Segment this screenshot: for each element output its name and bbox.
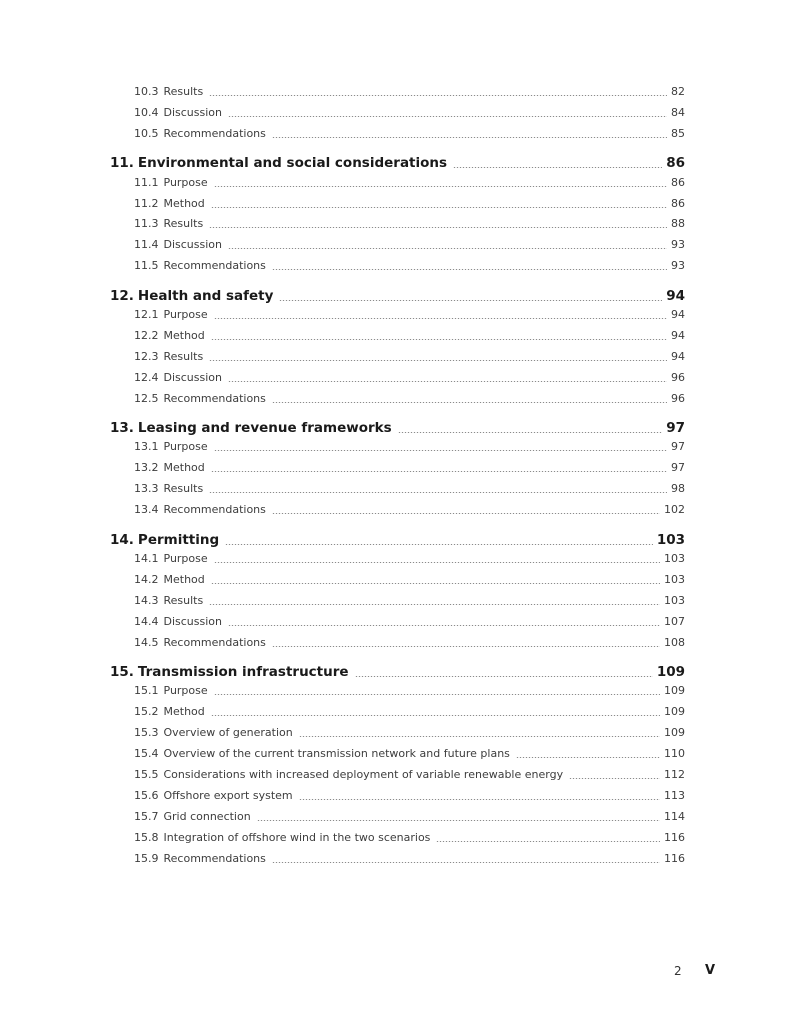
toc-entry-page: 85 [671,126,685,140]
toc-entry-page: 103 [664,572,685,586]
toc-entry-number: 15.9 [134,851,159,865]
toc-entry-title: Results [163,349,204,363]
toc-entry-page: 97 [671,461,685,475]
toc-entry-page: 112 [664,767,685,781]
toc-subsection-entry[interactable] [134,831,685,845]
toc-entry-page: 103 [664,551,685,565]
dot-leader [453,167,662,168]
toc-entry-title: Recommendations [163,503,266,517]
dot-leader [214,186,667,187]
toc-subsection-entry[interactable] [134,127,685,141]
toc-subsection-entry[interactable] [134,392,685,406]
toc-subsection-entry[interactable] [134,573,685,587]
toc-entry-number: 13.1 [134,440,159,454]
toc-entry-page: 86 [666,155,685,172]
dot-leader [209,360,667,361]
dot-leader [272,646,660,647]
toc-entry-title: Method [163,572,205,586]
toc-entry-number: 11.4 [134,238,159,252]
dot-leader [228,116,667,117]
toc-subsection-entry[interactable] [134,636,685,650]
toc-entry-page: 94 [671,349,685,363]
toc-entry-number: 14.2 [134,572,159,586]
toc-section-heading[interactable] [110,531,685,549]
toc-entry-title: Leasing and revenue frameworks [137,420,392,436]
dot-leader [257,820,660,821]
toc-entry-title: Recommendations [163,635,266,649]
toc-entry-number: 15.1 [134,684,159,698]
toc-entry-number: 15. [110,663,134,680]
toc-entry-number: 11.1 [134,175,159,189]
toc-entry-page: 94 [671,308,685,321]
toc-section-heading[interactable] [110,154,685,172]
dot-leader [272,402,667,403]
toc-entry-page: 110 [664,747,685,760]
toc-entry-number: 11.2 [134,196,159,210]
toc-entry-page: 96 [671,370,685,384]
dot-leader [272,862,660,863]
toc-entry-page: 109 [656,663,685,680]
toc-entry-title: Results [163,85,204,98]
toc-entry-title: Grid connection [163,809,251,823]
toc-entry-page: 116 [664,851,685,865]
toc-subsection-entry[interactable] [134,768,685,782]
toc-entry-title: Recommendations [163,391,266,405]
toc-subsection-entry[interactable] [134,747,685,761]
toc-subsection-entry[interactable] [134,329,685,343]
toc-entry-title: Purpose [163,308,208,321]
toc-subsection-entry[interactable] [134,705,685,719]
toc-entry-title: Purpose [163,684,208,698]
toc-entry-title: Recommendations [163,259,266,273]
toc-subsection-entry[interactable] [134,106,685,120]
toc-entry-title: Method [163,705,205,719]
toc-entry-page: 97 [671,440,685,454]
dot-leader [569,778,660,779]
toc-subsection-entry[interactable] [134,176,685,190]
dot-leader [299,799,660,800]
toc-entry-page: 116 [664,830,685,844]
toc-entry-number: 15.7 [134,809,159,823]
dot-leader [272,269,667,270]
toc-entry-number: 14.4 [134,614,159,628]
page-number: 2 [674,964,682,978]
toc-subsection-entry[interactable] [134,197,685,211]
dot-leader [272,137,667,138]
toc-entry-number: 15.3 [134,726,159,740]
toc-subsection-entry[interactable] [134,350,685,364]
toc-entry-title: Purpose [163,175,208,189]
toc-subsection-entry[interactable] [134,461,685,475]
dot-leader [228,625,660,626]
dot-leader [211,339,667,340]
toc-entry-number: 13.3 [134,482,159,496]
toc-subsection-entry[interactable] [134,217,685,231]
toc-entry-page: 86 [671,196,685,210]
dot-leader [209,227,667,228]
toc-entry-title: Transmission infrastructure [137,663,349,680]
toc-entry-title: Offshore export system [163,788,293,802]
toc-entry-title: Permitting [137,531,220,548]
toc-entry-title: Recommendations [163,851,266,865]
dot-leader [272,513,660,514]
toc-entry-number: 10.5 [134,126,159,140]
toc-entry-title: Discussion [163,614,222,628]
dot-leader [211,471,667,472]
toc-entry-page: 108 [664,635,685,649]
toc-subsection-entry[interactable] [134,615,685,629]
toc-entry-number: 14. [110,531,134,548]
toc-entry-page: 96 [671,391,685,405]
toc-entry-number: 14.5 [134,635,159,649]
toc-subsection-entry[interactable] [134,371,685,385]
toc-entry-number: 11.5 [134,259,159,273]
toc-entry-title: Results [163,593,204,607]
dot-leader [214,450,667,451]
dot-leader [211,207,667,208]
toc-subsection-entry[interactable] [134,503,685,517]
dot-leader [211,715,660,716]
toc-entry-number: 14.3 [134,593,159,607]
toc-entry-number: 12.4 [134,370,159,384]
toc-entry-number: 15.8 [134,830,159,844]
toc-entry-page: 97 [666,420,685,436]
dot-leader [516,757,660,758]
toc-entry-title: Results [163,217,204,231]
toc-entry-title: Method [163,196,205,210]
dot-leader [209,95,667,96]
dot-leader [211,583,660,584]
dot-leader [279,300,662,301]
toc-entry-title: Considerations with increased deployment of variable renewable energy [163,767,564,781]
toc-entry-page: 94 [671,328,685,342]
toc-entry-page: 93 [671,259,685,273]
toc-entry-title: Overview of generation [163,726,293,740]
toc-entry-title: Method [163,328,205,342]
toc-entry-title: Environmental and social considerations [137,155,448,172]
toc-entry-number: 14.1 [134,551,159,565]
toc-subsection-entry[interactable] [134,85,685,99]
toc-subsection-entry[interactable] [134,238,685,252]
toc-subsection-entry[interactable] [134,810,685,824]
toc-entry-title: Method [163,461,205,475]
dot-leader [228,381,667,382]
toc-subsection-entry[interactable] [134,684,685,698]
toc-entry-number: 13.4 [134,503,159,517]
toc-subsection-entry[interactable] [134,594,685,608]
toc-entry-title: Overview of the current transmission network and future plans [163,747,510,760]
toc-entry-number: 10.3 [134,85,159,98]
dot-leader [209,492,667,493]
toc-entry-page: 82 [671,85,685,98]
dot-leader [398,432,663,433]
toc-entry-number: 12.2 [134,328,159,342]
toc-entry-page: 86 [671,175,685,189]
toc-entry-number: 15.6 [134,788,159,802]
toc-section-heading[interactable] [110,287,685,305]
dot-leader [214,694,660,695]
toc-entry-number: 12. [110,287,134,304]
toc-entry-page: 114 [664,809,685,823]
dot-leader [225,544,653,545]
toc-entry-page: 103 [664,593,685,607]
dot-leader [355,676,653,677]
toc-subsection-entry[interactable] [134,440,685,454]
toc-entry-page: 103 [656,531,685,548]
toc-entry-title: Health and safety [137,287,274,304]
toc-entry-number: 13.2 [134,461,159,475]
toc-entry-page: 109 [664,684,685,698]
toc-entry-title: Purpose [163,440,208,454]
toc-subsection-entry[interactable] [134,552,685,566]
toc-entry-page: 113 [664,788,685,802]
toc-entry-title: Recommendations [163,126,266,140]
toc-entry-number: 15.2 [134,705,159,719]
dot-leader [436,841,660,842]
toc-entry-number: 12.5 [134,391,159,405]
toc-entry-page: 98 [671,482,685,496]
dot-leader [214,562,660,563]
toc-subsection-entry[interactable] [134,852,685,866]
toc-section-heading[interactable] [110,663,685,681]
toc-entry-title: Discussion [163,238,222,252]
dot-leader [214,318,667,319]
toc-entry-page: 107 [664,614,685,628]
toc-entry-page: 102 [664,503,685,517]
toc-subsection-entry[interactable] [134,789,685,803]
toc-entry-page: 93 [671,238,685,252]
toc-subsection-entry[interactable] [134,259,685,273]
toc-entry-title: Results [163,482,204,496]
toc-entry-number: 12.1 [134,308,159,321]
dot-leader [209,604,660,605]
toc-section-heading[interactable] [110,419,685,437]
toc-subsection-entry[interactable] [134,482,685,496]
toc-entry-number: 12.3 [134,349,159,363]
toc-entry-page: 109 [664,705,685,719]
toc-entry-page: 88 [671,217,685,231]
toc-entry-title: Discussion [163,370,222,384]
toc-entry-number: 13. [110,420,134,436]
toc-entry-number: 11. [110,155,134,172]
toc-entry-page: 109 [664,726,685,740]
dot-leader [228,248,667,249]
toc-entry-page: 94 [666,287,685,304]
toc-entry-number: 15.4 [134,747,159,760]
toc-subsection-entry[interactable] [134,726,685,740]
toc-entry-number: 15.5 [134,767,159,781]
toc-entry-title: Discussion [163,105,222,119]
toc-entry-number: 10.4 [134,105,159,119]
toc-entry-page: 84 [671,105,685,119]
roman-page-label: V [705,963,716,978]
dot-leader [299,736,660,737]
toc-entry-title: Integration of offshore wind in the two scenarios [163,830,431,844]
toc-entry-title: Purpose [163,551,208,565]
toc-subsection-entry[interactable] [134,308,685,322]
toc-entry-number: 11.3 [134,217,159,231]
